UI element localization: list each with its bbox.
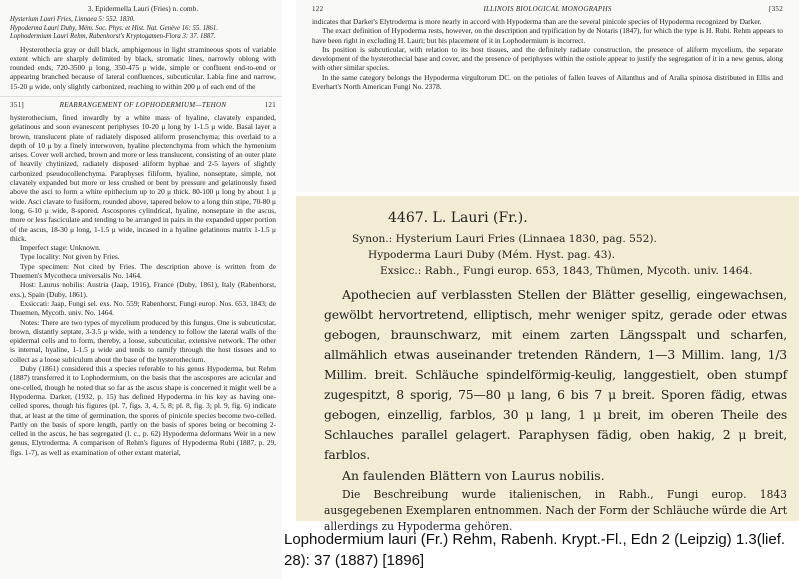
synonym-line: Hypoderma Lauri Duby (Mém. Hyst. pag. 43).	[368, 248, 615, 261]
host: Host: Laurus nobilis: Austria (Jaap, 1916), France (Duby, 1861), Italy (Rabenhorst, exs.), Spain (Duby, 1861).	[10, 280, 276, 299]
exsiccati: Exsiccati: Jaap, Fungi sel. exs. No. 559; Rabenhorst, Fungi europ. Nos. 653, 1843; de Thuemen, Mycoth. univ. No. 1464.	[10, 298, 276, 318]
folio: [352	[768, 5, 783, 13]
excerpt-description: Apothecien auf verblassten Stellen der Blätter gesellig, eingewachsen, gewölbt hervortretend, elliptisch, mehr weniger spitz, gerade oder etwas gebogen, braunschwarz, mit einem zarten Längsspalt und scharfen, allmählich etwas auseinander tretenden Rändern, 1—3 Millim. lang, 1/3 Millim. breit. Schläuche spindelförmig-keulig, langgestielt, oben stumpf zugespitzt, 8 sporig, 75—80 μ lang, 6 bis 7 μ breit. Sporen fädig, etwas gebogen, einzellig, farblos, 30 μ lang, 1 μ breit, im oberen Theile des Schlauches parallel gelagert. Paraphysen fädig, oben hakig, 2 μ breit, farblos.	[324, 287, 787, 462]
paragraph: In the same category belongs the Hypoderma virgultorum DC. on the petioles of fallen leaves of Ailanthus and of Aralia spinosa distributed in Ellis and Everhart's North American Fungi No. 2378.	[312, 72, 783, 92]
imperfect-stage: Imperfect stage: Unknown.	[20, 243, 101, 253]
synonym-line: Lophodermium Lauri Rehm, Rabenhorst's Kryptogamen-Flora 3: 37. 1887.	[10, 33, 216, 41]
running-header	[10, 101, 276, 110]
rehm-excerpt	[296, 196, 799, 533]
running-head: ILLINOIS BIOLOGICAL MONOGRAPHS	[483, 5, 612, 13]
page-number: 122	[312, 5, 324, 13]
synonym-line: Hysterium Lauri Fries, Linnaea 5: 552. 1830.	[10, 16, 135, 24]
citation-caption: Lophodermium lauri (Fr.) Rehm, Rabenh. Krypt.-Fl., Edn 2 (Leipzig) 1.3(lief. 28): 37 (1887) [1896]	[284, 531, 786, 569]
notes: Notes: There are two types of mycelium produced by this fungus. One is subcuticular, brown, distantly septate, 3-3.5 μ wide, with a tendency to follow the lateral walls of the epidermal cells and to form, thereby, a loose, subcuticular, extensive network. The other is internal, hyaline, 1-1.5 μ wide and tends to ramify through the host tissues and to collect as a loose subiculum about the base of the hysterothecium.	[10, 317, 276, 364]
synonym-line: Synon.: Hysterium Lauri Fries (Linnaea 1830, pag. 552).	[352, 233, 657, 245]
discussion-paragraph: Duby (1861) considered this a species referable to his genus Hypoderma, but Rehm (1887) transferred it to Lophodermium, on the basis that the ascospores are acicular and one-celled, though he noted that so far as the ascus shape is concerned it might well be a Hypoderma. Darker, (1932, p. 15) has defined Hypoderma in his key as having one-celled spores, though his figures (pl. 7, figs. 3, 4, 5, 8; pl. 8, fig. 3; pl. 9, fig. 6) indicate that, at least at the time of germination, the spores of pinicole species become two-celled. Partly on the basis of spore length, partly on the basis of spores being or becoming 2-celled in the ascus, he has segregated (l. c., p. 62) Hypoderma deformans Weir in a new genus, Elytroderma. A comparison of Rehm's figures of Hypoderma Rubi (1887, p. 29, figs. 1-7), as well as examination of other extant material,	[10, 364, 276, 457]
top-left-page-fragment	[0, 0, 282, 96]
paragraph: The exact definition of Hypoderma rests, however, on the description and typification by de Notaris (1847), for which the type is H. Rubi. Rehm appears to have been right in excluding H. Lauri; but his placement of it in Lophodermium is incorrect.	[312, 26, 783, 45]
excerpt-habitat: An faulenden Blättern von Laurus nobilis.	[342, 467, 605, 483]
type-specimen: Type specimen: Not cited by Fries. The description above is written from de Thuemen's Mycotheca universalis No. 1464.	[10, 261, 276, 281]
running-header	[312, 5, 783, 14]
species-heading: 3. Epidermella Lauri (Fries) n. comb.	[87, 4, 199, 13]
description-continued: hysterothecium, fined inwardly by a white mass of hyaline, clavately expanded, gelatinous and soon evanescent periphyses 10-20 μ long by 1-1.5 μ wide. Basal layer a brown, translucent plate of radiately disposed aliform prosenchyma; this overlaid to a depth of 10 μ by a finely interwoven, hyaline plectenchyma from which the hymenium arises. Cover well arched, brown and more or less translucent, consisting of an outer plate of heavily chytinized, radiately disposed aliform hyphae and 2-5 layers of slightly carbonized pseudocollenchyma. Paraphyses filiform, hyaline, nonseptate, simple, not clavately expanded but more or less crushed or bent by pressure and gelatinously fused above the asci to form a white epithecium up to 20 μ thick. 80-100 μ long by about 1 μ wide. Asci clavate to fusiform, rounded above, tapered below to a long thin stipe, 70-80 μ long, 6-10 μ wide, 8-spored. Ascospores cylindrical, hyaline, nonseptate in the ascus, more or less fasciculate and tending to be arranged in pairs in the expanded upper portion of the ascus, 18-30 μ long, 1-1.5 μ wide, incased in a hyaline gelatinous matrix 1-1.5 μ thick.	[10, 113, 276, 243]
running-head: REARRANGEMENT OF LOPHODERMIUM—TEHON	[59, 101, 227, 109]
folio: 121	[264, 101, 276, 109]
type-locality: Type locality: Not given by Fries.	[20, 252, 120, 262]
paragraph: indicates that Darker's Elytroderma is more nearly in accord with Hypoderma than are the several pinicole species of Hypoderma recognized by Darker.	[312, 17, 762, 26]
paragraph: Its position is subcuticular, with relation to its host tissues, and the definitely radiate construction, the presence of aliform mycelium, the separate development of the hysterothecial base and cover, and the presence of periphyses within the ostiole appear to justify the segregation of it in a new genus, along with other similar species.	[312, 44, 783, 73]
synonym-line: Hypoderma Lauri Duby, Mém. Soc. Phys. et Hist. Nat. Genève 16: 55. 1861.	[10, 24, 219, 32]
excerpt-note: Die Beschreibung wurde italienischen, in Rabh., Fungi europ. 1843 ausgegebenen Exemplaren entnommen. Nach der Form der Schläuche würde die Art allerdings zu Hypoderma gehören.	[324, 488, 787, 533]
right-page-122	[296, 0, 799, 192]
excerpt-title: 4467. L. Lauri (Fr.).	[388, 210, 528, 226]
exsiccata-line: Exsicc.: Rabh., Fungi europ. 653, 1843, Thümen, Mycoth. univ. 1464.	[380, 264, 753, 277]
description-paragraph: Hysterothecia gray or dull black, amphigenous in light stramineous spots of variable extent which are sharply delimited by black, stromatic lines, narrowly oblong with rounded ends, 720-3500 μ long, 350-475 μ wide, simple or confluent end-to-end or appearing branched because of lateral confluences, subcuticular. Labia fine and narrow, 15-20 μ wide, only slightly carbonized, reaching to within 200 μ of each end of the	[10, 44, 276, 91]
page-number: 351]	[10, 101, 25, 109]
left-page-121	[0, 96, 282, 579]
